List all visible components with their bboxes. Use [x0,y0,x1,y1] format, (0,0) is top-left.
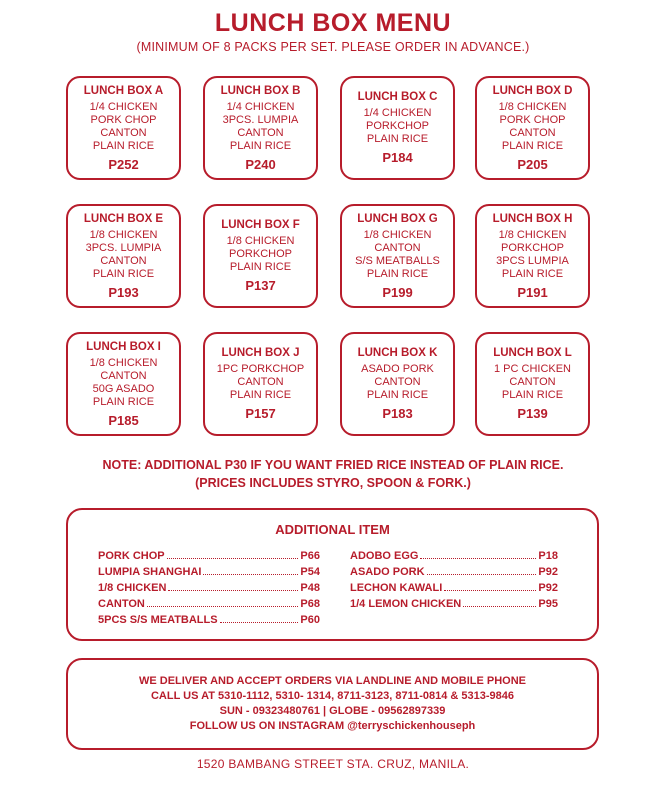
box-line: PLAIN RICE [92,139,155,152]
leader-dots [220,622,299,623]
lunch-box-c [340,76,455,180]
box-name: LUNCH BOX F [221,219,300,231]
leader-dots [168,590,298,591]
item-name: 1/4 LEMON CHICKEN [350,598,462,610]
box-line: 1/8 CHICKEN [498,228,567,241]
box-line: PLAIN RICE [501,267,564,280]
box-line: CANTON [100,254,147,267]
leader-dots [147,606,299,607]
lunch-box-e [66,204,181,308]
item-name: CANTON [98,598,145,610]
item-price: P68 [300,598,320,610]
box-line: 1 PC CHICKEN [493,363,572,375]
additional-items-title: ADDITIONAL ITEM [275,522,390,537]
box-line: PORK CHOP [499,113,566,126]
box-line: PLAIN RICE [92,395,155,408]
box-name: LUNCH BOX L [493,347,572,359]
item-name: LECHON KAWALI [350,582,443,594]
additional-items-panel [66,508,599,641]
lunch-box-a [66,76,181,180]
box-line: PORKCHOP [229,248,292,260]
lunch-box-j [203,332,318,436]
list-item [350,550,558,566]
item-price: P54 [300,566,320,578]
box-price: P252 [108,156,139,172]
box-price: P205 [517,156,548,172]
box-name: LUNCH BOX E [83,212,164,225]
list-item [350,566,558,582]
lunch-box-k [340,332,455,436]
box-line: PLAIN RICE [366,267,429,280]
box-line: CANTON [374,376,421,388]
box-name: LUNCH BOX J [221,347,300,359]
item-name: 5PCS S/S MEATBALLS [98,614,218,626]
box-price: P185 [108,412,139,428]
box-price: P240 [245,156,276,172]
box-line: CANTON [509,126,556,139]
box-line: 1/8 CHICKEN [89,356,158,369]
box-line: CANTON [100,369,147,382]
list-item [98,598,320,614]
box-line: 1PC PORKCHOP [216,363,305,375]
list-item [98,566,320,582]
mobile-numbers: SUN - 09323480761 | GLOBE - 09562897339 [219,705,446,717]
prices-note: (PRICES INCLUDES STYRO, SPOON & FORK.) [195,476,471,490]
box-line: 3PCS. LUMPIA [85,241,162,254]
box-line: PLAIN RICE [366,389,429,401]
item-price: P92 [538,582,558,594]
box-line: PLAIN RICE [501,389,564,401]
box-line: PLAIN RICE [229,389,292,401]
fried-rice-note: NOTE: ADDITIONAL P30 IF YOU WANT FRIED RICE INSTEAD OF PLAIN RICE. [102,458,564,472]
leader-dots [420,558,536,559]
box-line: CANTON [237,126,284,139]
item-price: P95 [538,598,558,610]
box-line: ASADO PORK [361,363,434,375]
menu-title: LUNCH BOX MENU [214,9,452,37]
box-line: 50G ASADO [92,382,155,395]
box-price: P157 [245,406,276,421]
box-line: PLAIN RICE [229,139,292,152]
item-name: ASADO PORK [350,566,425,578]
box-line: PLAIN RICE [366,133,429,145]
box-line: CANTON [237,376,284,388]
box-line: 1/4 CHICKEN [363,107,432,119]
delivery-info: WE DELIVER AND ACCEPT ORDERS VIA LANDLINE AND MOBILE PHONE [138,675,527,687]
leader-dots [427,574,537,575]
box-line: CANTON [374,241,421,254]
box-line: 1/4 CHICKEN [89,100,158,113]
additional-items-right [350,550,558,614]
leader-dots [444,590,536,591]
item-price: P92 [538,566,558,578]
box-name: LUNCH BOX K [357,347,438,359]
lunch-box-l [475,332,590,436]
item-name: PORK CHOP [98,550,165,562]
list-item [350,598,558,614]
list-item [98,614,320,630]
box-line: PLAIN RICE [501,139,564,152]
store-address: 1520 BAMBANG STREET STA. CRUZ, MANILA. [196,757,470,771]
box-price: P199 [382,284,413,300]
box-line: CANTON [509,376,556,388]
box-price: P137 [245,278,276,293]
item-price: P18 [538,550,558,562]
lunch-box-d [475,76,590,180]
lunch-box-h [475,204,590,308]
list-item [350,582,558,598]
item-price: P60 [300,614,320,626]
instagram-handle: FOLLOW US ON INSTAGRAM @terryschickenhouseph [189,720,476,732]
list-item [98,582,320,598]
lunch-box-f [203,204,318,308]
box-price: P139 [517,406,548,421]
box-line: 1/4 CHICKEN [226,100,295,113]
item-name: ADOBO EGG [350,550,419,562]
lunch-box-b [203,76,318,180]
box-name: LUNCH BOX I [86,340,161,353]
list-item [98,550,320,566]
leader-dots [463,606,536,607]
box-line: PLAIN RICE [92,267,155,280]
box-price: P183 [382,406,413,421]
box-line: PLAIN RICE [229,261,292,273]
box-price: P193 [108,284,139,300]
box-line: PORKCHOP [366,120,429,132]
box-name: LUNCH BOX A [83,84,164,97]
menu-subtitle: (MINIMUM OF 8 PACKS PER SET. PLEASE ORDER IN ADVANCE.) [136,40,530,54]
additional-items-left [98,550,320,630]
box-line: 1/8 CHICKEN [226,235,295,247]
box-line: PORK CHOP [90,113,157,126]
lunch-box-i [66,332,181,436]
box-name: LUNCH BOX B [220,84,301,97]
box-line: 1/8 CHICKEN [89,228,158,241]
landline-numbers: CALL US AT 5310-1112, 5310- 1314, 8711-3123, 8711-0814 & 5313-9846 [150,690,515,702]
box-name: LUNCH BOX D [492,84,573,97]
item-price: P66 [300,550,320,562]
box-price: P184 [382,150,413,165]
lunch-box-g [340,204,455,308]
item-name: 1/8 CHICKEN [98,582,167,594]
box-line: PORKCHOP [501,241,564,254]
box-name: LUNCH BOX C [357,91,438,103]
item-price: P48 [300,582,320,594]
box-line: 3PCS LUMPIA [496,254,569,267]
box-price: P191 [517,284,548,300]
item-name: LUMPIA SHANGHAI [98,566,202,578]
box-line: 1/8 CHICKEN [498,100,567,113]
box-line: S/S MEATBALLS [355,254,440,267]
box-name: LUNCH BOX G [357,212,438,225]
box-line: 3PCS. LUMPIA [222,113,299,126]
leader-dots [203,574,298,575]
leader-dots [167,558,299,559]
box-line: CANTON [100,126,147,139]
box-name: LUNCH BOX H [492,212,573,225]
box-line: 1/8 CHICKEN [363,228,432,241]
contact-panel [66,658,599,750]
